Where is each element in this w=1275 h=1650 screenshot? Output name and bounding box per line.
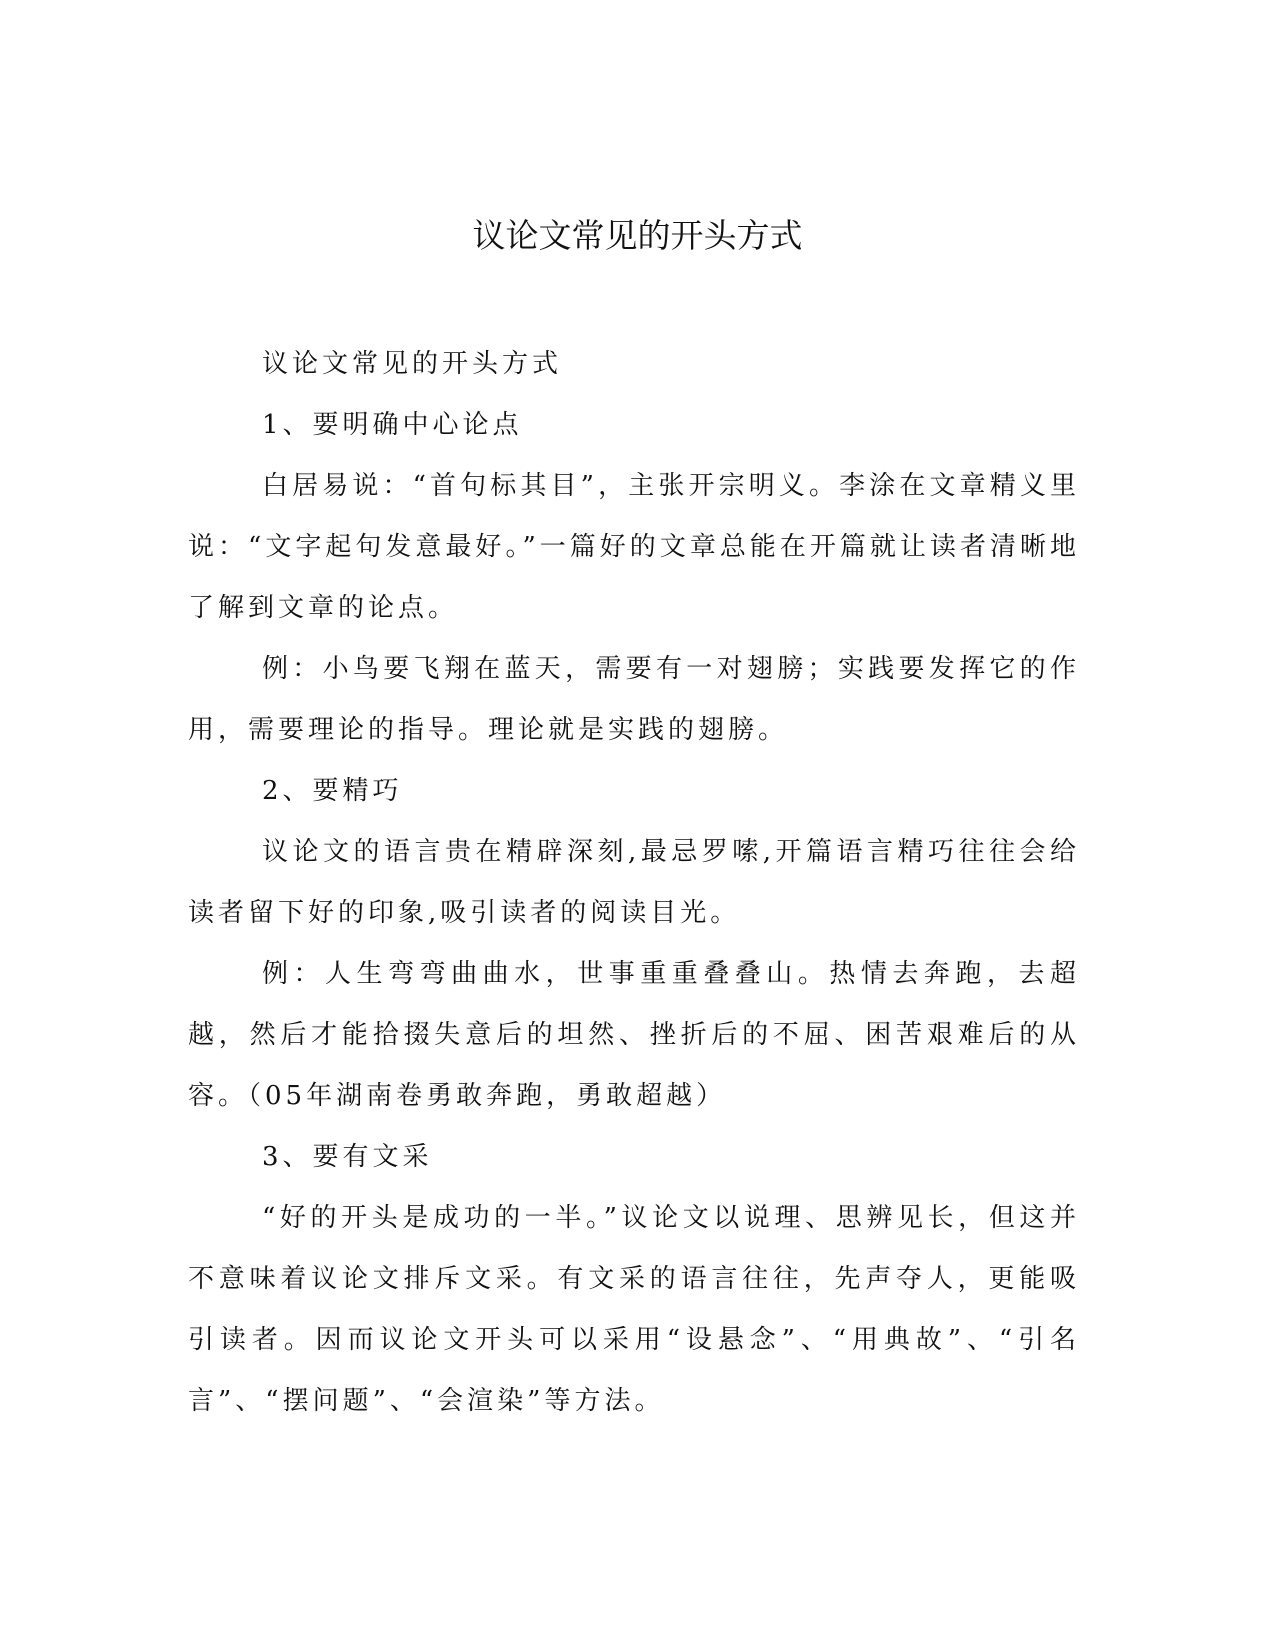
example-paragraph: 例：人生弯弯曲曲水，世事重重叠叠山。热情去奔跑，去超越，然后才能拾掇失意后的坦然、挫折后的不屈、困苦艰难后的从容。（05年湖南卷勇敢奔跑，勇敢超越） bbox=[188, 959, 1080, 1111]
document-body bbox=[188, 334, 1080, 1432]
paragraph-subtitle: 议论文常见的开头方式 bbox=[262, 349, 563, 379]
paragraph: 白居易说：“首句标其目”，主张开宗明义。李涂在文章精义里说：“文字起句发意最好。”一篇好的文章总能在开篇就让读者清晰地了解到文章的论点。 bbox=[188, 471, 1080, 623]
section-heading-2: 2、要精巧 bbox=[262, 776, 403, 806]
section-heading-3: 3、要有文采 bbox=[262, 1142, 433, 1172]
paragraph: 议论文的语言贵在精辟深刻,最忌罗嗦,开篇语言精巧往往会给读者留下好的印象,吸引读者的阅读目光。 bbox=[188, 837, 1080, 928]
paragraph: “好的开头是成功的一半。”议论文以说理、思辨见长，但这并不意味着议论文排斥文采。有文采的语言往往，先声夺人，更能吸引读者。因而议论文开头可以采用“设悬念”、“用典故”、“引名言”、“摆问题”、“会渲染”等方法。 bbox=[188, 1203, 1080, 1416]
document-title: 议论文常见的开头方式 bbox=[472, 216, 803, 255]
section-heading-1: 1、要明确中心论点 bbox=[262, 410, 523, 440]
example-paragraph: 例：小鸟要飞翔在蓝天，需要有一对翅膀；实践要发挥它的作用，需要理论的指导。理论就是实践的翅膀。 bbox=[188, 654, 1080, 745]
